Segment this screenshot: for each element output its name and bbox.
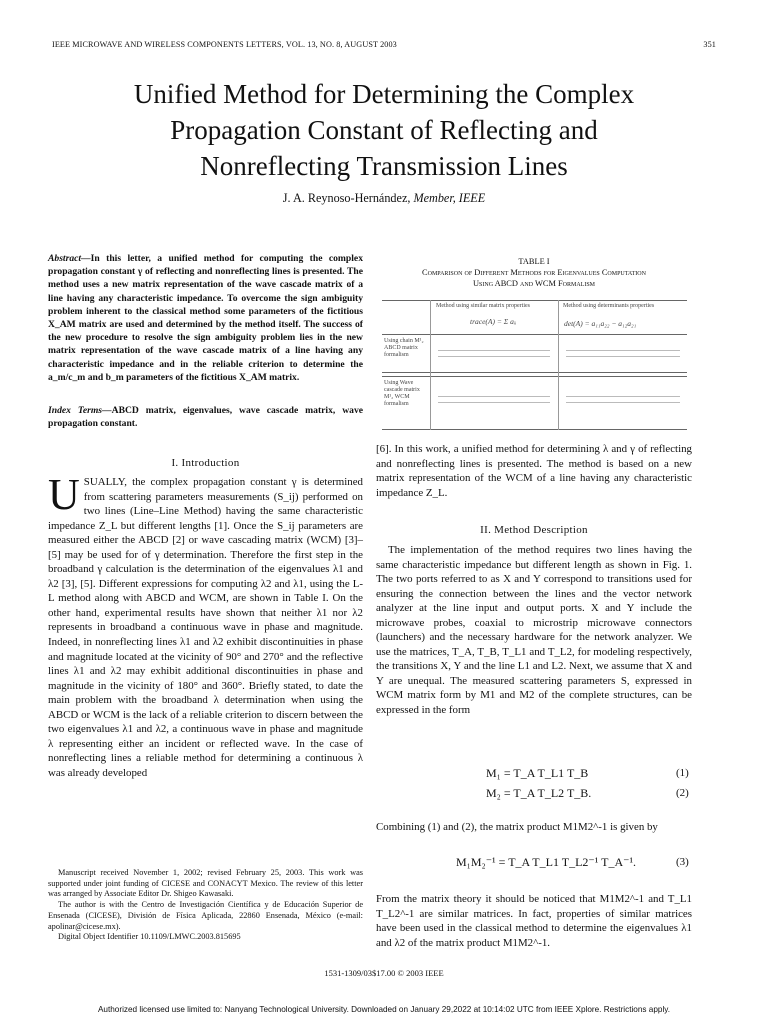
copyright-line: 1531-1309/03$17.00 © 2003 IEEE: [324, 968, 444, 978]
drop-cap: U: [48, 470, 80, 519]
intro-text: SUALLY, the complex propagation constant γ is determined from scattering parameters measurements (S_ij) performed on two lines (Line–Line Method) having the same characteristic impedance Z_L but different lengths [1]. Once the S_ij parameters are measured either the ABCD [2] or wave cascading matrix (WCM) [3]–[5] may be used for of γ determination. Therefore the first step in the broadband γ calculation is the determination of the eigenvalues λ1 and λ2 [3], [5]. Different expressions for computing λ2 and λ1, using the L-L method along with ABCD and WCM, are shown in Table I. On the other hand, experimental results have shown that neither λ1 nor λ2 represents in broadband a continuous wave in phase and magnitude. Indeed, in nonreflecting lines λ1 and λ2 exhibit discontinuities in phase and magnitude located at the vicinity of 90° and 270° and the reflective lines λ1 and λ2 may exhibit additional discontinuities in phase and magnitude in the vicinity of 180° and 360°. Briefly stated, to date the main problem with the broadband λ determination when using the ABCD or WCM is the lack of a reliable criterion to discern between the two eigenvalues λ1 and λ2, a continuous wave in phase and magnitude λ representing either an incident or reflected wave. In the case of nonreflecting lines a reliable method for determining a continuous λ was already developed: [48, 476, 363, 779]
matrix-theory-text: From the matrix theory it should be noticed that M1M2^-1 and T_L1 T_L2^-1 are similar matrices. In fact, properties of similar matrices have been used in the classical method to determine the eigenvalues λ1 and λ2 of the matrix product M1M2^-1.: [376, 893, 692, 949]
table-formula-graphic: [566, 402, 680, 403]
table-det-formula: det(A) = a₁₁a₂₂ − a₁₂a₂₁: [564, 319, 637, 328]
abstract-text: In this letter, a unified method for computing the complex propagation constant γ of reflecting and nonreflecting lines is presented. The method uses a new matrix representation of the wave cascade matrix of a line having any characteristic impedance. To overcome the sign ambiguity problem inherent to the classical method some parameters of the fictitious X_AM matrix are used and determined by the method itself. The success of the new procedure to resolve the sign ambiguity problem lies in the new matrix representation of the wave cascade matrix of a line having any characteristic impedance and in the reliable criterion to determine the a_m/c_m and b_m parameters of the fictitious X_AM matrix.: [48, 253, 363, 383]
footnotes: [48, 868, 363, 943]
footnote-doi: Digital Object Identifier 10.1109/LMWC.2003.815695: [58, 932, 241, 942]
table-formula-graphic: [438, 356, 550, 357]
table-trace-formula: trace(A) = Σ aᵢᵢ: [470, 317, 517, 326]
table-row-rule-2: [382, 376, 687, 377]
author-name: J. A. Reynoso-Hernández,: [282, 191, 411, 205]
table-formula-graphic: [438, 350, 550, 351]
table-formula-graphic: [438, 402, 550, 403]
equation-2: M₂ = T_A T_L2 T_B.: [486, 786, 592, 800]
journal-name: IEEE MICROWAVE AND WIRELESS COMPONENTS LETTERS, VOL. 13, NO. 8, AUGUST 2003: [52, 40, 397, 49]
table-formula-graphic: [438, 396, 550, 397]
author-membership: Member, IEEE: [413, 191, 486, 205]
table-row1-label: Using chain M¹₂ ABCD matrix formalism: [384, 338, 424, 358]
method-body: The implementation of the method requires two lines having the same characteristic impedance but different length as shown in Fig. 1. The two ports referred to as X and Y correspond to transitions used for ensuring the connection between the lines and the vector network analyzer at the line input and output ports. X and Y include the microwave probes, coaxial to microstrip microwave connectors (launchers) and the necessary hardware for the network analyzer. We use the matrices, T_A, T_B, T_L1 and T_L2, for modeling respectively, the transitions X, Y and the line L1 and L2. Next, we assume that X and Y are unequal. The measured scattering parameters S, expressed in WCM matrix form by M1 and M2 of the complete structures, can be expressed in the form: [376, 544, 692, 717]
index-terms-text: ABCD matrix, eigenvalues, wave cascade matrix, wave propagation constant.: [48, 405, 363, 430]
table-caption-line-1: Comparison of Different Methods for Eigenvalues Computation: [422, 268, 646, 277]
table-col2-header: Method using determinants properties: [563, 303, 655, 309]
table-row-rule: [382, 372, 687, 373]
table-col1-header: Method using similar matrix properties: [436, 303, 530, 309]
table-bottom-rule: [382, 429, 687, 430]
running-header: [52, 40, 716, 49]
title-line-1: Unified Method for Determining the Complex: [133, 79, 635, 109]
comparison-table: [382, 300, 687, 430]
footnote-affiliation: The author is with the Centro de Investigación Científica y de Educación Superior de Ensenada (CICESE), División de Física Aplicada, 22860 Ensenada, México (e-mail: apolinar@cicese.mx).: [48, 900, 363, 931]
table-row2-label: Using Wave cascade matrix M¹₂ WCM formalism: [384, 380, 420, 407]
abstract: [48, 252, 363, 384]
intro-continuation: [6]. In this work, a unified method for determining λ and γ of reflecting and nonreflecting lines is presented. The method is based on a new matrix representation of the WCM of a line having any characteristic impedance Z_L.: [376, 443, 692, 499]
combining-text: Combining (1) and (2), the matrix product M1M2^-1 is given by: [376, 821, 658, 833]
title-line-2: Propagation Constant of Reflecting and: [170, 115, 598, 145]
title-line-3: Nonreflecting Transmission Lines: [200, 151, 568, 181]
author-line: [40, 191, 728, 206]
table-formula-graphic: [566, 396, 680, 397]
page-number: 351: [703, 40, 716, 49]
index-terms: [48, 404, 363, 430]
intro-heading: I. Introduction: [171, 457, 240, 469]
method-heading: II. Method Description: [480, 524, 588, 536]
table-top-rule: [382, 300, 687, 301]
equation-1: M₁ = T_A T_L1 T_B: [486, 766, 589, 780]
table-vline-2: [558, 300, 559, 430]
table-formula-graphic: [566, 350, 680, 351]
table-caption-line-2: Using ABCD and WCM Formalism: [472, 279, 595, 288]
equation-2-number: (2): [676, 787, 689, 799]
abstract-label: Abstract—: [48, 253, 91, 264]
paper-title: [40, 76, 728, 184]
equation-3: M₁M₂⁻¹ = T_A T_L1 T_L2⁻¹ T_A⁻¹.: [456, 855, 637, 869]
table-vline-1: [430, 300, 431, 430]
index-terms-label: Index Terms—: [48, 405, 112, 416]
footnote-manuscript: Manuscript received November 1, 2002; revised February 25, 2003. This work was supported under joint funding of CICESE and CONACYT Mexico. The review of this letter was arranged by Associate Editor Dr. Shigeo Kawasaki.: [48, 868, 363, 899]
table-header-rule: [382, 334, 687, 335]
table-formula-graphic: [566, 356, 680, 357]
equation-3-number: (3): [676, 856, 689, 868]
license-notice: Authorized licensed use limited to: Nanyang Technological University. Downloaded on January 29,2022 at 10:14:02 UTC from IEEE Xplore. Restrictions apply.: [97, 1005, 671, 1014]
table-label: TABLE I: [518, 257, 550, 266]
table-caption: [376, 256, 692, 289]
intro-body: [48, 470, 363, 780]
equation-1-number: (1): [676, 767, 689, 779]
